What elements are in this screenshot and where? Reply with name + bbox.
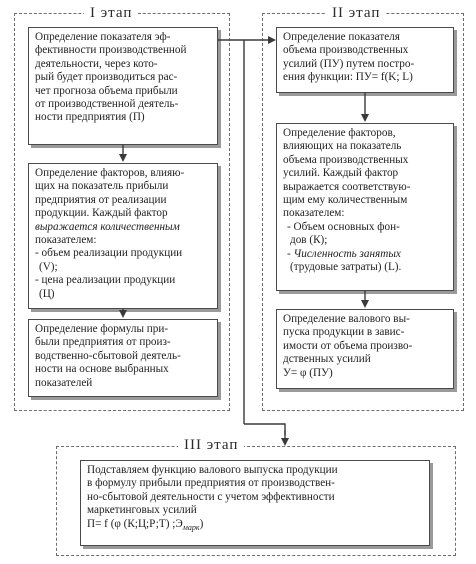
text-line: имости от объема произво- (283, 339, 413, 352)
text-line: маркетинговых усилий (87, 504, 197, 517)
text-line: ности на основе выбранных (35, 363, 169, 376)
text-line: ности предприятия (П) (35, 111, 145, 124)
text-line: от производственной деятель- (35, 98, 179, 111)
text-line: влияющих на показатель (283, 140, 402, 153)
text-line: пуска продукции в завис- (283, 326, 405, 339)
text-line: ения функции: ПУ= f(K; L) (283, 71, 413, 84)
text-line: были предприятия от произ- (35, 336, 171, 349)
text-line: - объем реализации продукции (35, 247, 183, 260)
stage-3-title: III этап (178, 437, 244, 453)
text-line: щим ему количественным (283, 194, 408, 207)
text-line: выражается соответствую- (283, 180, 411, 193)
text-line: показателем: (35, 234, 97, 247)
text-line: усилий. Каждый фактор (283, 167, 399, 180)
text-line: - Объем основных фон- (287, 220, 400, 233)
text-line: объема производственных (283, 44, 409, 57)
text-line: Определение факторов, влияю- (35, 167, 185, 179)
text-line: продукции. Каждый фактор (35, 207, 168, 220)
text-line: чет прогноза объема прибыли (35, 84, 178, 97)
text-line: - цена реализации продукции (35, 274, 176, 287)
text-line: показателей (35, 376, 93, 389)
text-line: (трудовые затраты) (L). (290, 261, 402, 274)
text-line: - Численность занятых (287, 247, 401, 260)
formula-close: ) (199, 517, 204, 530)
text-line: предприятия от реализации (35, 193, 167, 206)
text-line: показателем: (283, 207, 345, 220)
line-to-s3 (244, 424, 285, 435)
text-line: У= φ (ПУ) (283, 366, 333, 379)
text-line: Определение показателя (283, 31, 400, 43)
text-line: Определение показателя эф- (35, 31, 171, 43)
formula-subscript: маpк (182, 522, 200, 532)
stage-2-title: II этап (326, 5, 386, 21)
stage-1-title: I этап (84, 5, 138, 21)
text-line: щих на показатель прибыли (35, 180, 169, 193)
text-line: усилий (ПУ) путем постро- (283, 57, 415, 70)
text-line: Определение валового вы- (283, 313, 410, 325)
text-line: водственно-сбытовой деятель- (35, 349, 181, 362)
text-line: (V); (39, 260, 58, 273)
text-line: выражается количественным (35, 220, 180, 233)
text-line: дственных усилий (283, 353, 371, 366)
text-line: в формулу прибыли предприятия от производствен- (87, 477, 335, 490)
text-line: деятельности, через кото- (35, 57, 158, 70)
text-line: Определение факторов, (283, 127, 396, 139)
text-line: объема производственных (283, 153, 409, 166)
text-line: но-сбытовой деятельности с учетом эффективности (87, 490, 335, 503)
text-line: Подставляем функцию валового выпуска продукции (87, 464, 338, 476)
text-line: (Ц) (39, 287, 55, 300)
formula-text: П= f (φ (К;Ц;Р;Т) ;Э (87, 517, 183, 530)
text-line: дов (К); (290, 234, 328, 247)
text-line: Определение формулы при- (35, 323, 169, 335)
text-line: рый будет производиться рас- (35, 71, 178, 84)
text-line: фективности производственной (35, 44, 187, 57)
